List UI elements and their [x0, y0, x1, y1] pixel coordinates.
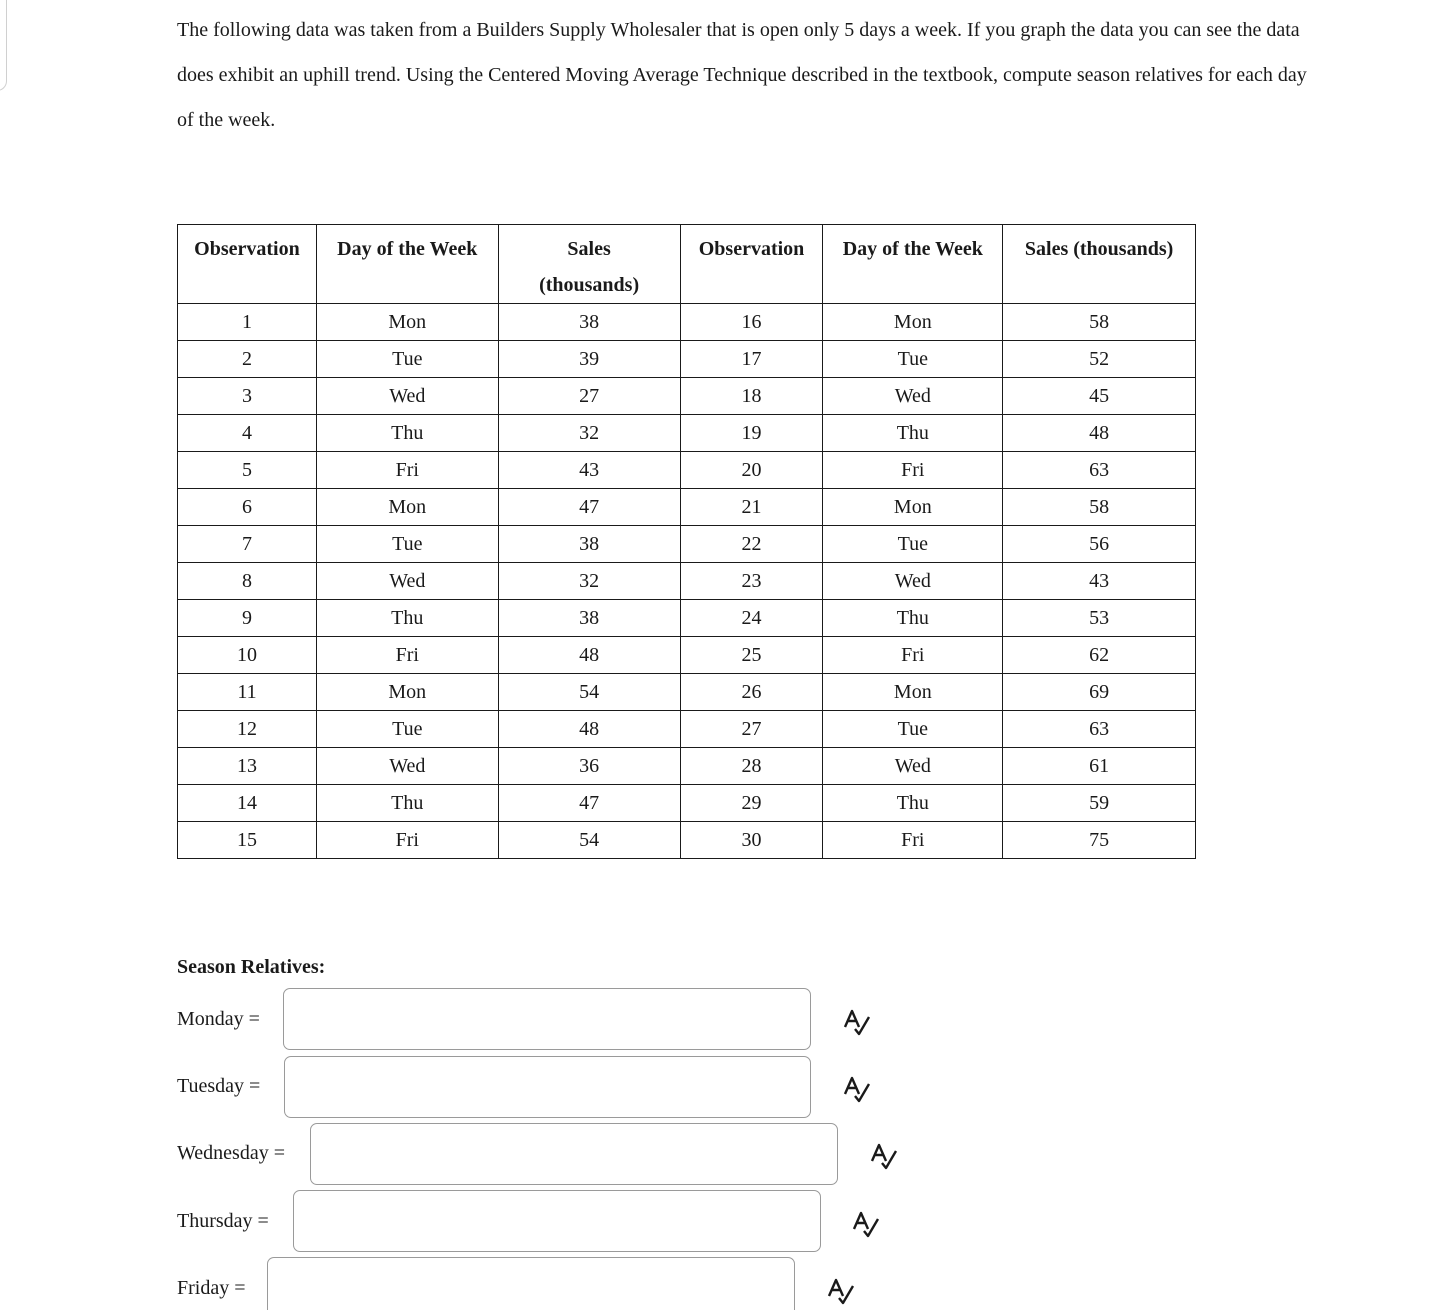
observation-cell: 19 [680, 415, 823, 452]
sales-cell: 62 [1003, 637, 1196, 674]
table-row [178, 304, 1196, 341]
observation-cell: 13 [178, 748, 317, 785]
observation-cell: 1 [178, 304, 317, 341]
sales-cell: 54 [498, 674, 680, 711]
table-header-row [178, 225, 1196, 304]
table-row [178, 489, 1196, 526]
day-cell: Tue [316, 526, 498, 563]
table-row [178, 341, 1196, 378]
sales-cell: 47 [498, 489, 680, 526]
day-cell: Tue [823, 711, 1003, 748]
day-cell: Fri [316, 822, 498, 859]
sales-data-table [177, 224, 1196, 859]
day-cell: Wed [823, 563, 1003, 600]
question-text: The following data was taken from a Builders Supply Wholesaler that is open only 5 days a week. If you graph the data you can see the data does exhibit an uphill trend. Using the Centered Moving Average Technique described in the textbook, compute season relatives for each day of the week. [177, 19, 1307, 131]
monday-label: Monday = [177, 1008, 260, 1030]
spell-check-icon[interactable] [851, 1209, 881, 1239]
spell-check-icon[interactable] [826, 1276, 856, 1306]
sales-cell: 38 [498, 600, 680, 637]
sales-cell: 63 [1003, 711, 1196, 748]
observation-cell: 10 [178, 637, 317, 674]
spell-check-icon[interactable] [842, 1074, 872, 1104]
day-cell: Fri [823, 452, 1003, 489]
sales-cell: 43 [498, 452, 680, 489]
sales-cell: 54 [498, 822, 680, 859]
observation-cell: 18 [680, 378, 823, 415]
sales-cell: 63 [1003, 452, 1196, 489]
season-relatives-title: Season Relatives: [177, 956, 326, 978]
sales-cell: 52 [1003, 341, 1196, 378]
header-sales: Sales (thousands) [498, 225, 680, 304]
sales-cell: 32 [498, 415, 680, 452]
observation-cell: 17 [680, 341, 823, 378]
day-cell: Tue [823, 341, 1003, 378]
day-cell: Fri [316, 637, 498, 674]
header-day-of-week: Day of the Week [316, 225, 498, 304]
day-cell: Wed [316, 748, 498, 785]
observation-cell: 27 [680, 711, 823, 748]
observation-cell: 8 [178, 563, 317, 600]
observation-cell: 23 [680, 563, 823, 600]
day-cell: Fri [823, 637, 1003, 674]
day-cell: Mon [316, 304, 498, 341]
friday-label: Friday = [177, 1277, 246, 1299]
sales-cell: 61 [1003, 748, 1196, 785]
wednesday-input[interactable] [310, 1123, 838, 1185]
day-cell: Wed [316, 378, 498, 415]
table-row [178, 822, 1196, 859]
observation-cell: 16 [680, 304, 823, 341]
header-sales-2: Sales (thousands) [1003, 225, 1196, 304]
observation-cell: 4 [178, 415, 317, 452]
header-observation-2: Observation [680, 225, 823, 304]
observation-cell: 24 [680, 600, 823, 637]
sales-cell: 56 [1003, 526, 1196, 563]
observation-cell: 21 [680, 489, 823, 526]
day-cell: Tue [823, 526, 1003, 563]
table-row [178, 452, 1196, 489]
table-row [178, 415, 1196, 452]
monday-input[interactable] [283, 988, 811, 1050]
sales-cell: 38 [498, 526, 680, 563]
observation-cell: 7 [178, 526, 317, 563]
page-edge-decoration [0, 0, 7, 91]
observation-cell: 20 [680, 452, 823, 489]
sales-cell: 36 [498, 748, 680, 785]
day-cell: Tue [316, 341, 498, 378]
day-cell: Thu [823, 415, 1003, 452]
sales-cell: 53 [1003, 600, 1196, 637]
tuesday-input[interactable] [284, 1056, 811, 1118]
day-cell: Mon [823, 304, 1003, 341]
observation-cell: 9 [178, 600, 317, 637]
day-cell: Mon [823, 489, 1003, 526]
sales-cell: 47 [498, 785, 680, 822]
observation-cell: 29 [680, 785, 823, 822]
table-row [178, 785, 1196, 822]
day-cell: Wed [316, 563, 498, 600]
observation-cell: 22 [680, 526, 823, 563]
sales-cell: 27 [498, 378, 680, 415]
observation-cell: 2 [178, 341, 317, 378]
observation-cell: 26 [680, 674, 823, 711]
sales-cell: 48 [498, 711, 680, 748]
observation-cell: 25 [680, 637, 823, 674]
table-row [178, 563, 1196, 600]
sales-cell: 38 [498, 304, 680, 341]
day-cell: Thu [823, 600, 1003, 637]
sales-cell: 45 [1003, 378, 1196, 415]
spell-check-icon[interactable] [842, 1007, 872, 1037]
observation-cell: 30 [680, 822, 823, 859]
day-cell: Thu [316, 600, 498, 637]
observation-cell: 14 [178, 785, 317, 822]
wednesday-label: Wednesday = [177, 1142, 285, 1164]
thursday-label: Thursday = [177, 1210, 269, 1232]
table-row [178, 526, 1196, 563]
day-cell: Wed [823, 378, 1003, 415]
header-day-of-week-2: Day of the Week [823, 225, 1003, 304]
sales-cell: 39 [498, 341, 680, 378]
day-cell: Fri [316, 452, 498, 489]
observation-cell: 5 [178, 452, 317, 489]
sales-cell: 48 [498, 637, 680, 674]
header-observation: Observation [178, 225, 317, 304]
table-row [178, 378, 1196, 415]
sales-cell: 58 [1003, 489, 1196, 526]
tuesday-label: Tuesday = [177, 1075, 261, 1097]
observation-cell: 6 [178, 489, 317, 526]
sales-cell: 75 [1003, 822, 1196, 859]
day-cell: Mon [823, 674, 1003, 711]
observation-cell: 11 [178, 674, 317, 711]
observation-cell: 3 [178, 378, 317, 415]
sales-cell: 43 [1003, 563, 1196, 600]
sales-cell: 58 [1003, 304, 1196, 341]
day-cell: Wed [823, 748, 1003, 785]
table-row [178, 674, 1196, 711]
table-row [178, 711, 1196, 748]
sales-cell: 59 [1003, 785, 1196, 822]
observation-cell: 15 [178, 822, 317, 859]
sales-cell: 69 [1003, 674, 1196, 711]
day-cell: Fri [823, 822, 1003, 859]
observation-cell: 28 [680, 748, 823, 785]
day-cell: Thu [823, 785, 1003, 822]
day-cell: Mon [316, 674, 498, 711]
sales-cell: 32 [498, 563, 680, 600]
table-row [178, 600, 1196, 637]
friday-input[interactable] [267, 1257, 795, 1310]
sales-cell: 48 [1003, 415, 1196, 452]
day-cell: Thu [316, 785, 498, 822]
table-row [178, 637, 1196, 674]
spell-check-icon[interactable] [869, 1141, 899, 1171]
day-cell: Thu [316, 415, 498, 452]
day-cell: Tue [316, 711, 498, 748]
day-cell: Mon [316, 489, 498, 526]
thursday-input[interactable] [293, 1190, 821, 1252]
observation-cell: 12 [178, 711, 317, 748]
table-row [178, 748, 1196, 785]
